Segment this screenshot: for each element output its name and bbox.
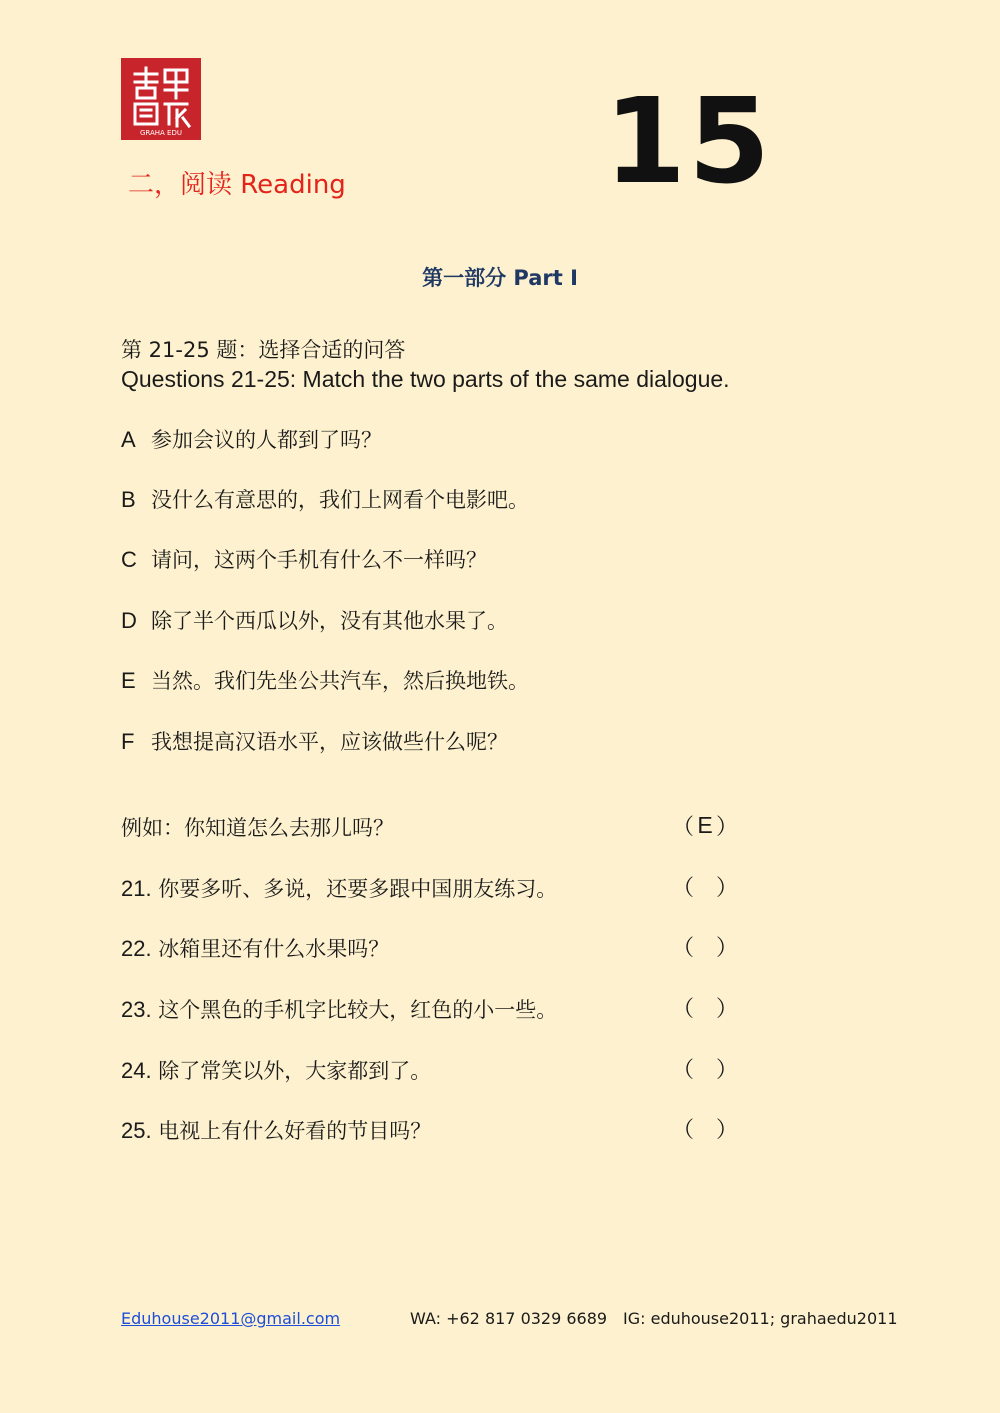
paren-close: ） [715, 1118, 738, 1143]
paren-close: ） [715, 936, 738, 961]
question-24 [121, 1055, 431, 1085]
question-text: 电视上有什么好看的节目吗？ [158, 1119, 432, 1143]
paren-open: （ [672, 1118, 695, 1143]
question-number: 23. [121, 997, 152, 1022]
example-answer-box [672, 810, 738, 841]
question-text: 这个黑色的手机字比较大，红色的小一些。 [158, 998, 558, 1022]
page-number: 15 [604, 72, 773, 210]
part-heading: 第一部分 Part I [422, 266, 578, 290]
paren-open: （ [672, 876, 695, 901]
question-number: 25. [121, 1118, 152, 1143]
paren-open: （ [672, 997, 695, 1022]
footer-instagram: IG: eduhouse2011; grahaedu2011 [623, 1309, 898, 1328]
footer-email-link[interactable]: Eduhouse2011@gmail.com [121, 1309, 341, 1328]
question-25 [121, 1115, 431, 1145]
question-number: 21. [121, 876, 152, 901]
paren-open: （ [672, 1058, 695, 1083]
paren-open: （ [672, 936, 695, 961]
option-letter: C [121, 547, 137, 572]
option-letter: B [121, 487, 136, 512]
paren-open: （ [672, 815, 695, 840]
question-22 [121, 933, 389, 963]
question-text: 你要多听、多说，还要多跟中国朋友练习。 [158, 877, 558, 901]
option-text: 除了半个西瓜以外，没有其他水果了。 [151, 609, 508, 633]
question-21 [121, 873, 557, 903]
paren-close: ） [715, 876, 738, 901]
paren-close: ） [715, 815, 738, 840]
option-letter: D [121, 608, 137, 633]
answer-box-22[interactable] [672, 931, 738, 962]
option-text: 请问，这两个手机有什么不一样吗？ [151, 548, 487, 572]
option-e [121, 665, 529, 695]
example-answer: E [697, 812, 713, 838]
option-text: 没什么有意思的，我们上网看个电影吧。 [151, 488, 529, 512]
option-text: 我想提高汉语水平，应该做些什么呢？ [151, 730, 508, 754]
option-d [121, 605, 508, 635]
paren-close: ） [715, 1058, 738, 1083]
question-text: 除了常笑以外，大家都到了。 [158, 1059, 432, 1083]
answer-box-21[interactable] [672, 871, 738, 902]
answer-box-24[interactable] [672, 1053, 738, 1084]
option-text: 当然。我们先坐公共汽车，然后换地铁。 [151, 669, 529, 693]
option-a [121, 424, 382, 454]
question-number: 24. [121, 1058, 152, 1083]
paren-close: ） [715, 997, 738, 1022]
option-c [121, 544, 487, 574]
seal-logo-icon [121, 58, 201, 140]
footer-whatsapp: WA: +62 817 0329 6689 [410, 1309, 608, 1328]
option-letter: A [121, 427, 136, 452]
example-question: 例如：你知道怎么去那儿吗？ [121, 816, 394, 840]
option-letter: F [121, 729, 135, 754]
question-number: 22. [121, 936, 152, 961]
question-text: 冰箱里还有什么水果吗？ [158, 937, 390, 961]
logo-caption: GRAHA EDU [139, 129, 183, 137]
instruction-chinese: 第 21-25 题：选择合适的问答 [121, 338, 406, 362]
option-b [121, 484, 529, 514]
graha-edu-logo [121, 58, 201, 140]
instruction-english: Questions 21-25: Match the two parts of the same dialogue. [121, 366, 730, 392]
answer-box-25[interactable] [672, 1113, 738, 1144]
answer-box-23[interactable] [672, 992, 738, 1023]
question-23 [121, 994, 557, 1024]
option-f [121, 726, 508, 756]
section-title: 二，阅读 Reading [128, 170, 346, 200]
option-letter: E [121, 668, 136, 693]
option-text: 参加会议的人都到了吗？ [151, 428, 382, 452]
